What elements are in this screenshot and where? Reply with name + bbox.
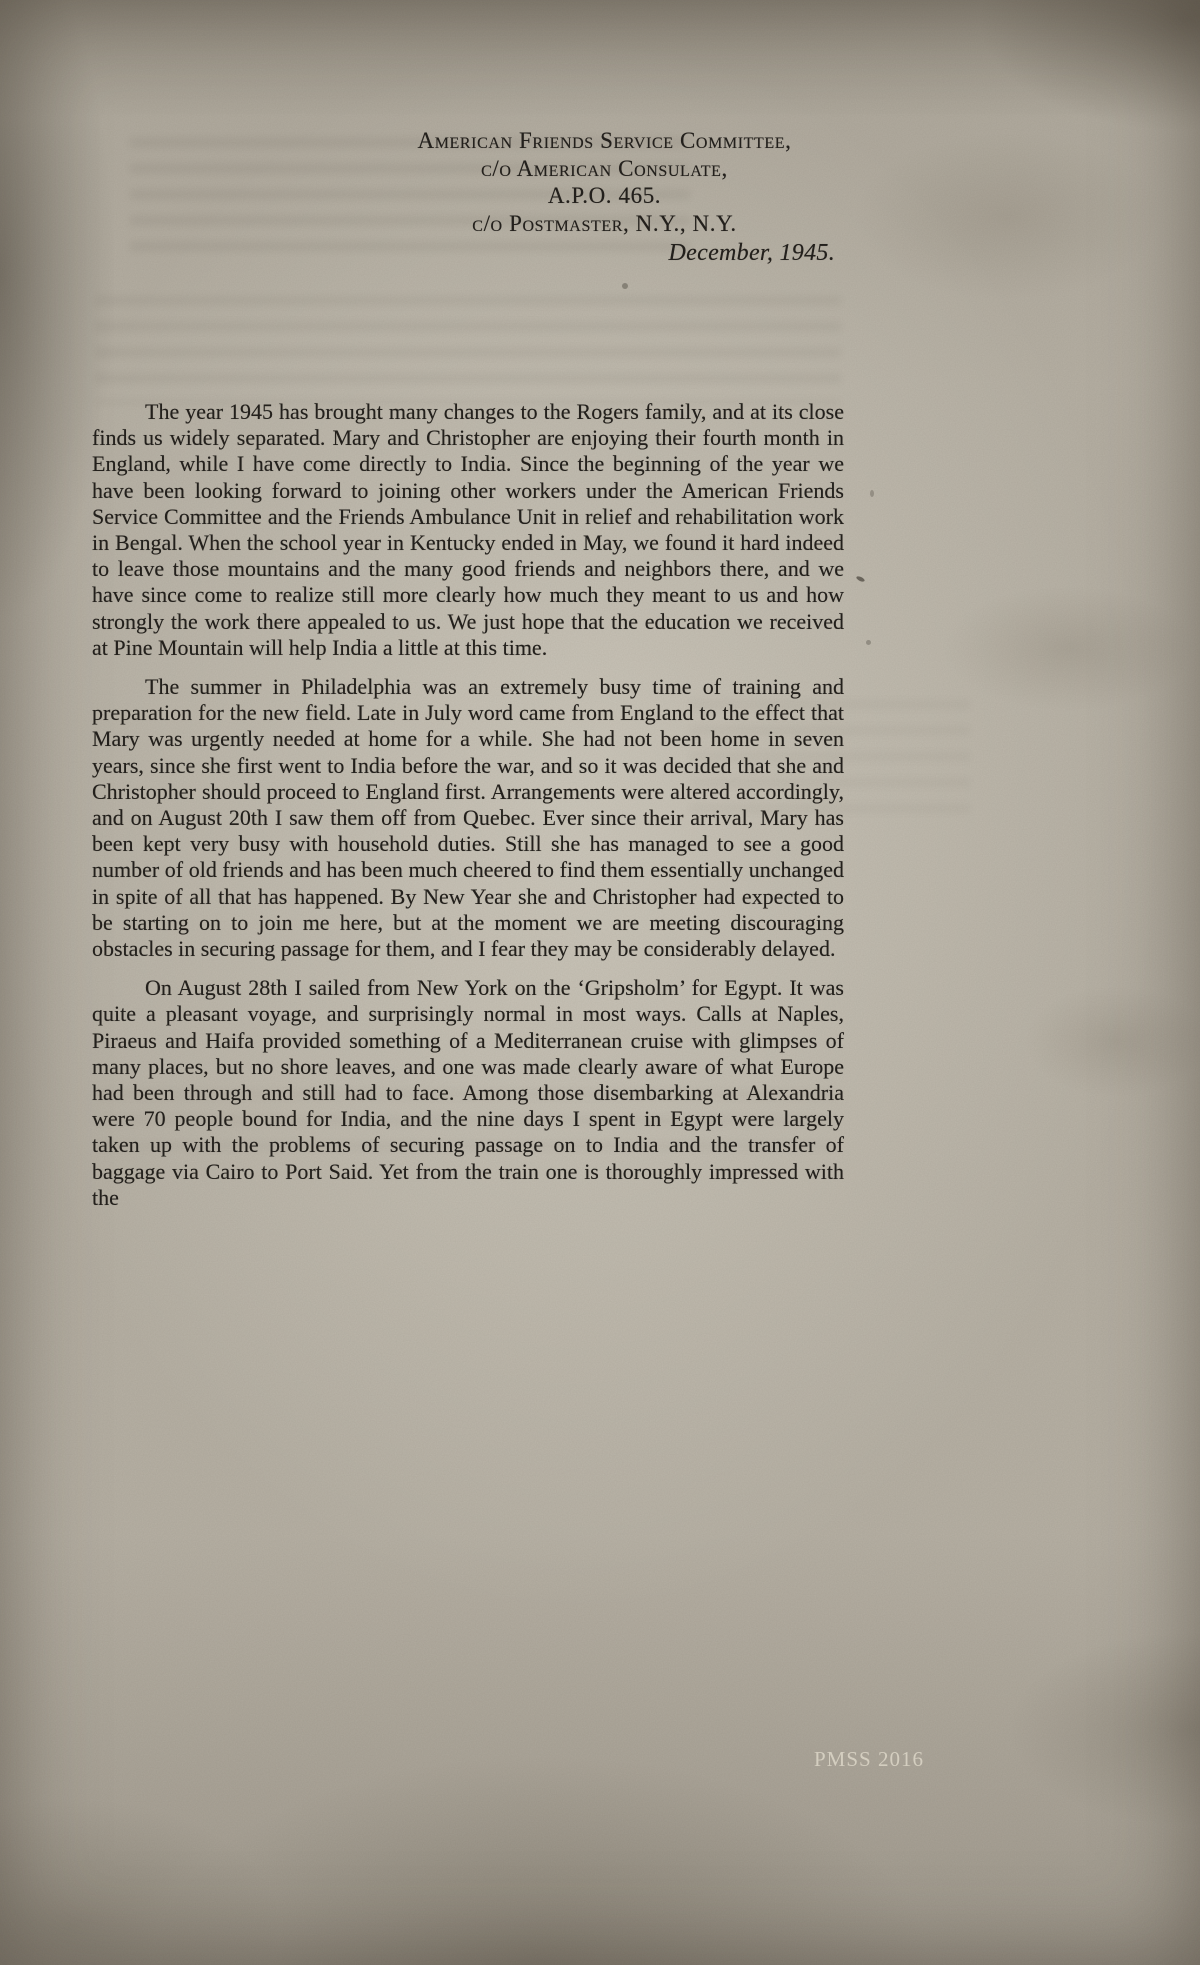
ink-speck bbox=[870, 490, 874, 497]
letterhead-apo-number: A.P.O. 465. bbox=[547, 183, 662, 208]
letterhead-organization: American Friends Service Committee, bbox=[417, 128, 792, 153]
letter-date: December, 1945. bbox=[668, 240, 835, 266]
archive-watermark: PMSS 2016 bbox=[814, 1747, 924, 1771]
paragraph-3: On August 28th I sailed from New York on the ‘Gripsholm’ for Egypt. It was quite a pleasant voyage, and surprisingly normal in most ways. Calls at Naples, Piraeus and Haifa provided something of a Mediterranean cruise with glimpses of many places, but no shore leaves, and one was made clearly aware of what Europe had been through and still had to face. Among those disembarking at Alexandria were 70 people bound for India, and the nine days I spent in Egypt were largely taken up with the problems of securing passage on to India and the transfer of baggage via Cairo to Port Said. Yet from the train one is thoroughly impressed with the bbox=[92, 975, 844, 1210]
letter-body bbox=[92, 399, 844, 1224]
letterhead bbox=[372, 127, 837, 268]
ink-speck bbox=[622, 283, 628, 289]
paragraph-2: The summer in Philadelphia was an extremely busy time of training and preparation for the new field. Late in July word came from England to the effect that Mary was urgently needed at home for a while. She had not been home in seven years, since she first went to India before the war, and so it was decided that she and Christopher should proceed to England first. Arrangements were altered accordingly, and on August 20th I saw them off from Quebec. Ever since their arrival, Mary has been kept very busy with household duties. Still she has managed to see a good number of old friends and has been much cheered to find them essentially unchanged in spite of all that has happened. By New Year she and Christopher had expected to be starting on to join me here, but at the moment we are meeting discouraging obstacles in securing passage for them, and I fear they may be considerably delayed. bbox=[92, 674, 844, 962]
ink-speck bbox=[866, 640, 871, 645]
paragraph-1: The year 1945 has brought many changes to the Rogers family, and at its close finds us widely separated. Mary and Christopher are enjoying their fourth month in England, while I have come directly to India. Since the beginning of the year we have been looking forward to joining other workers under the American Friends Service Committee and the Friends Ambulance Unit in relief and rehabilitation work in Bengal. When the school year in Kentucky ended in May, we found it hard indeed to leave those mountains and the many good friends and neighbors there, and we have since come to realize still more clearly how much they meant to us and how strongly the work there appealed to us. We just hope that the education we received at Pine Mountain will help India a little at this time. bbox=[92, 399, 844, 660]
ink-speck bbox=[856, 575, 866, 582]
letterhead-care-of-consulate: c/o American Consulate, bbox=[481, 155, 728, 181]
bleedthrough-ghosting bbox=[96, 296, 841, 404]
letterhead-care-of-postmaster: c/o Postmaster, N.Y., N.Y. bbox=[472, 210, 737, 236]
